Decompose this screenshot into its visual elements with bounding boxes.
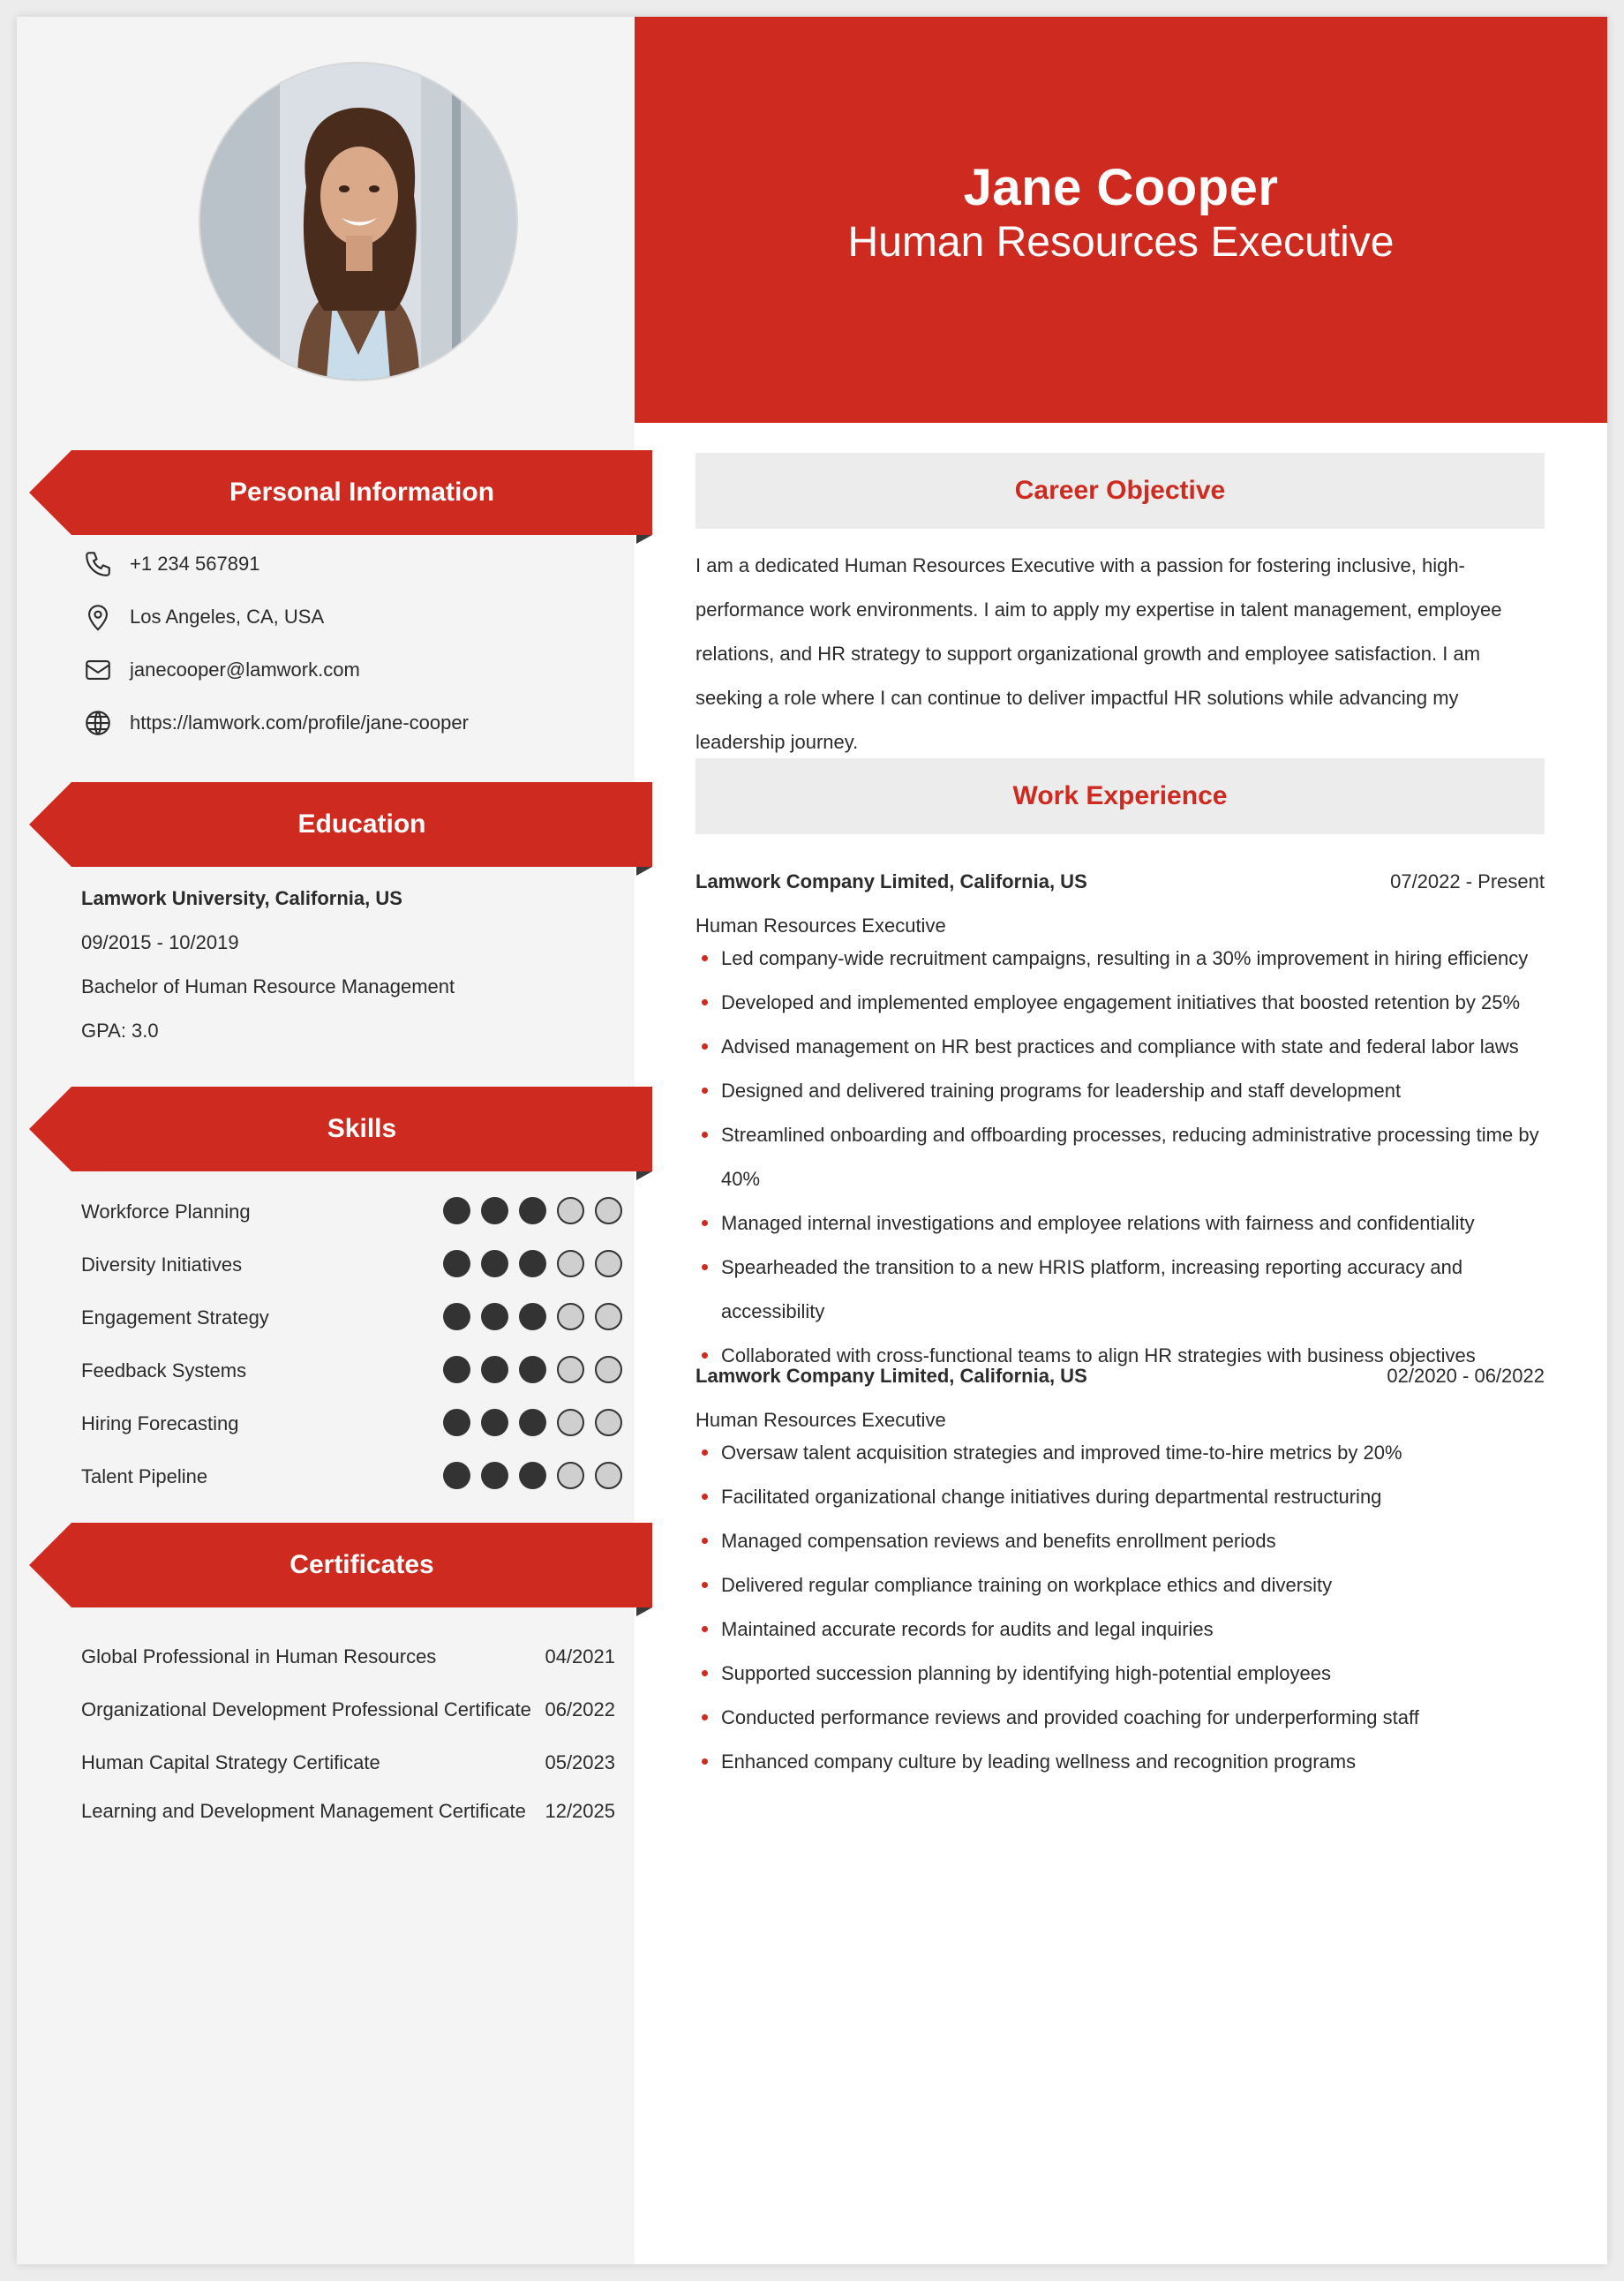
rating-dot-filled xyxy=(481,1356,508,1383)
rating-dot-filled xyxy=(443,1250,470,1277)
skill-name: Diversity Initiatives xyxy=(81,1253,243,1276)
rating-dot-empty xyxy=(557,1197,584,1224)
job-title: Human Resources Executive xyxy=(695,1409,946,1431)
rating-dot-filled xyxy=(443,1303,470,1330)
job-bullet: Managed internal investigations and employee relations with fairness and confidentiality xyxy=(695,1201,1545,1246)
job-company: Lamwork Company Limited, California, US xyxy=(695,870,1087,892)
rating-dot-empty xyxy=(595,1462,622,1489)
contact-website xyxy=(80,705,469,741)
section-heading-experience: Work Experience xyxy=(695,758,1545,834)
job-dates: 07/2022 - Present xyxy=(1390,870,1545,892)
job-bullet: Conducted performance reviews and provided coaching for underperforming staff xyxy=(695,1696,1545,1740)
section-heading-certificates: Certificates xyxy=(289,1550,434,1579)
job-bullet: Supported succession planning by identifying high-potential employees xyxy=(695,1652,1545,1696)
phone-text: +1 234 567891 xyxy=(130,553,260,575)
avatar xyxy=(199,62,518,381)
website-text: https://lamwork.com/profile/jane-cooper xyxy=(130,711,469,734)
rating-dot-filled xyxy=(443,1462,470,1489)
job-dates: 02/2020 - 06/2022 xyxy=(1387,1365,1545,1387)
skill-row xyxy=(81,1193,628,1229)
skill-name: Hiring Forecasting xyxy=(81,1412,239,1434)
rating-dot-empty xyxy=(595,1197,622,1224)
job-bullet-list xyxy=(695,937,1545,1378)
job-bullet: Enhanced company culture by leading wellness and recognition programs xyxy=(695,1740,1545,1784)
rating-dot-filled xyxy=(481,1303,508,1330)
education-gpa: GPA: 3.0 xyxy=(81,1020,159,1042)
skill-rating xyxy=(443,1356,622,1383)
rating-dot-empty xyxy=(595,1303,622,1330)
certificate-date: 06/2022 xyxy=(545,1698,615,1720)
job-title: Human Resources Executive xyxy=(695,915,946,937)
rating-dot-filled xyxy=(519,1462,546,1489)
skill-rating xyxy=(443,1303,622,1330)
rating-dot-filled xyxy=(481,1250,508,1277)
rating-dot-empty xyxy=(595,1250,622,1277)
job-bullet: Designed and delivered training programs for leadership and staff development xyxy=(695,1069,1545,1113)
mail-icon xyxy=(80,652,116,688)
rating-dot-empty xyxy=(557,1250,584,1277)
phone-icon xyxy=(80,546,116,582)
certificate-date: 04/2021 xyxy=(545,1645,615,1667)
email-text: janecooper@lamwork.com xyxy=(130,659,360,681)
skill-row xyxy=(81,1405,628,1441)
rating-dot-filled xyxy=(481,1409,508,1436)
contact-email xyxy=(80,652,360,688)
rating-dot-filled xyxy=(481,1462,508,1489)
job-bullet-list xyxy=(695,1431,1545,1784)
rating-dot-filled xyxy=(519,1356,546,1383)
job-bullet: Advised management on HR best practices and compliance with state and federal labor laws xyxy=(695,1025,1545,1069)
skill-row xyxy=(81,1299,628,1335)
personal-info-ribbon xyxy=(29,450,652,535)
rating-dot-filled xyxy=(443,1409,470,1436)
education-degree: Bachelor of Human Resource Management xyxy=(81,975,455,997)
rating-dot-empty xyxy=(557,1303,584,1330)
job-bullet: Streamlined onboarding and offboarding processes, reducing administrative processing time by 40% xyxy=(695,1113,1545,1201)
skills-ribbon xyxy=(29,1087,652,1171)
certificate-date: 05/2023 xyxy=(545,1751,615,1773)
rating-dot-filled xyxy=(519,1303,546,1330)
certificate-name: Learning and Development Management Certificate xyxy=(81,1800,526,1822)
globe-icon xyxy=(80,705,116,741)
certificates-ribbon xyxy=(29,1523,652,1607)
job-bullet: Led company-wide recruitment campaigns, resulting in a 30% improvement in hiring efficiency xyxy=(695,937,1545,981)
resume-page xyxy=(17,17,1607,2264)
skill-rating xyxy=(443,1250,622,1277)
candidate-name: Jane Cooper xyxy=(963,159,1279,216)
rating-dot-empty xyxy=(595,1409,622,1436)
portrait-photo xyxy=(200,64,516,380)
skill-rating xyxy=(443,1409,622,1436)
rating-dot-filled xyxy=(443,1356,470,1383)
job-bullet: Managed compensation reviews and benefits enrollment periods xyxy=(695,1519,1545,1563)
certificate-name: Human Capital Strategy Certificate xyxy=(81,1751,380,1773)
job-bullet: Collaborated with cross-functional teams to align HR strategies with business objectives xyxy=(695,1334,1545,1378)
rating-dot-filled xyxy=(519,1409,546,1436)
candidate-title: Human Resources Executive xyxy=(847,219,1395,266)
header-banner xyxy=(635,17,1607,423)
rating-dot-filled xyxy=(519,1197,546,1224)
job-bullet: Developed and implemented employee engagement initiatives that boosted retention by 25% xyxy=(695,981,1545,1025)
certificate-date: 12/2025 xyxy=(545,1800,615,1822)
rating-dot-filled xyxy=(443,1197,470,1224)
skill-name: Talent Pipeline xyxy=(81,1465,208,1487)
education-dates: 09/2015 - 10/2019 xyxy=(81,931,239,953)
skill-name: Engagement Strategy xyxy=(81,1306,269,1329)
job-bullet: Delivered regular compliance training on workplace ethics and diversity xyxy=(695,1563,1545,1607)
section-heading-objective: Career Objective xyxy=(695,453,1545,529)
rating-dot-filled xyxy=(481,1197,508,1224)
rating-dot-empty xyxy=(557,1356,584,1383)
contact-phone xyxy=(80,546,259,582)
rating-dot-empty xyxy=(557,1409,584,1436)
location-text: Los Angeles, CA, USA xyxy=(130,606,325,628)
skill-row xyxy=(81,1458,628,1494)
location-pin-icon xyxy=(80,599,116,635)
job-bullet: Facilitated organizational change initiatives during departmental restructuring xyxy=(695,1475,1545,1519)
job-bullet: Oversaw talent acquisition strategies and improved time-to-hire metrics by 20% xyxy=(695,1431,1545,1475)
contact-location xyxy=(80,599,324,635)
rating-dot-filled xyxy=(519,1250,546,1277)
job-bullet: Spearheaded the transition to a new HRIS platform, increasing reporting accuracy and accessibility xyxy=(695,1246,1545,1334)
education-school: Lamwork University, California, US xyxy=(81,887,402,909)
job-company: Lamwork Company Limited, California, US xyxy=(695,1365,1087,1387)
skill-name: Workforce Planning xyxy=(81,1201,251,1223)
skill-rating xyxy=(443,1197,622,1224)
certificate-name: Organizational Development Professional Certificate xyxy=(81,1698,531,1720)
section-heading-skills: Skills xyxy=(327,1114,397,1143)
rating-dot-empty xyxy=(557,1462,584,1489)
skill-row xyxy=(81,1246,628,1282)
section-heading-personal: Personal Information xyxy=(229,478,495,507)
rating-dot-empty xyxy=(595,1356,622,1383)
career-objective-text: I am a dedicated Human Resources Executive with a passion for fostering inclusive, high-performance work environments. I aim to apply my expertise in talent management, employee relations, and HR strategy to support organizational growth and employee satisfaction. I am seeking a role where I can continue to deliver impactful HR solutions while advancing my leadership journey. xyxy=(695,554,1502,753)
skill-row xyxy=(81,1352,628,1388)
section-heading-education: Education xyxy=(297,809,426,839)
skill-name: Feedback Systems xyxy=(81,1359,247,1381)
job-bullet: Maintained accurate records for audits and legal inquiries xyxy=(695,1607,1545,1652)
certificate-name: Global Professional in Human Resources xyxy=(81,1645,437,1667)
education-ribbon xyxy=(29,782,652,867)
skill-rating xyxy=(443,1462,622,1489)
